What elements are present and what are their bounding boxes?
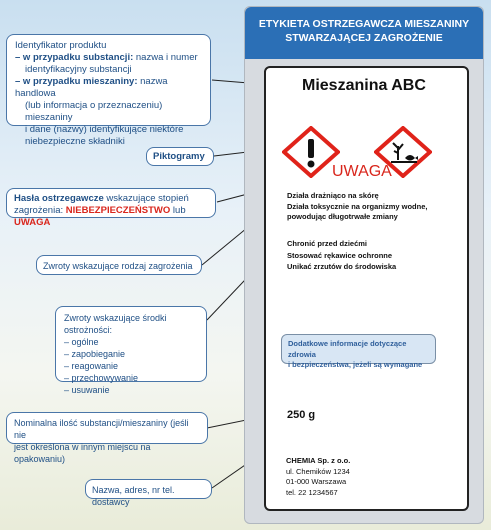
callout-pictograms: Piktogramy [146,147,214,166]
precaution-item: – zapobieganie [64,349,126,359]
precaution-item: – reagowanie [64,361,119,371]
callout-signal-words: Hasła ostrzegawcze wskazujące stopień zagrożenia: NIEBEZPIECZEŃSTWO lub UWAGA [6,188,216,218]
precautionary-statements: Chronić przed dziećmi Stosować rękawice ochronne Unikać zrzutów do środowiska [287,239,397,271]
precaution-item: – usuwanie [64,385,110,395]
callout-product-identifier: Identyfikator produktu – w przypadku substancji: nazwa i numer identyfikacyjny substancji – w przypadku mieszaniny: nazwa handlowa (lub informacja o przeznaczeniu) mieszaniny i dane (nazwy) identyfikujące niektóre niebezpieczne składniki [6,34,211,126]
supplier-address: CHEMIA Sp. z o.o. ul. Chemików 1234 01-000 Warszawa tel. 22 1234567 [286,456,351,497]
callout-supplier: Nazwa, adres, nr tel. dostawcy [85,479,212,499]
hazard-statements: Działa drażniąco na skórę Działa toksycznie na organizmy wodne, powodując długotrwałe zmiany [287,191,428,221]
signal-word: UWAGA [332,163,392,180]
callout-nominal-quantity: Nominalna ilość substancji/mieszaniny (jeśli nie jest określona w innym miejscu na opakowaniu) [6,412,208,444]
callout-hazard-phrases: Zwroty wskazujące rodzaj zagrożenia [36,255,202,275]
precaution-item: – ogólne [64,337,99,347]
product-name: Mieszanina ABC [302,77,426,94]
additional-info-box: Dodatkowe informacje dotyczące zdrowia i bezpieczeństwa, jeżeli są wymagane [281,334,436,364]
precaution-item: – przechowywanie [64,373,139,383]
callout-precaution-phrases: Zwroty wskazujące środki ostrożności: – ogólne – zapobieganie – reagowanie – przechowywanie – usuwanie [55,306,207,382]
label-title: ETYKIETA OSTRZEGAWCZA MIESZANINY STWARZAJĄCEJ ZAGROŻENIE [245,7,483,59]
nominal-quantity: 250 g [287,409,316,421]
